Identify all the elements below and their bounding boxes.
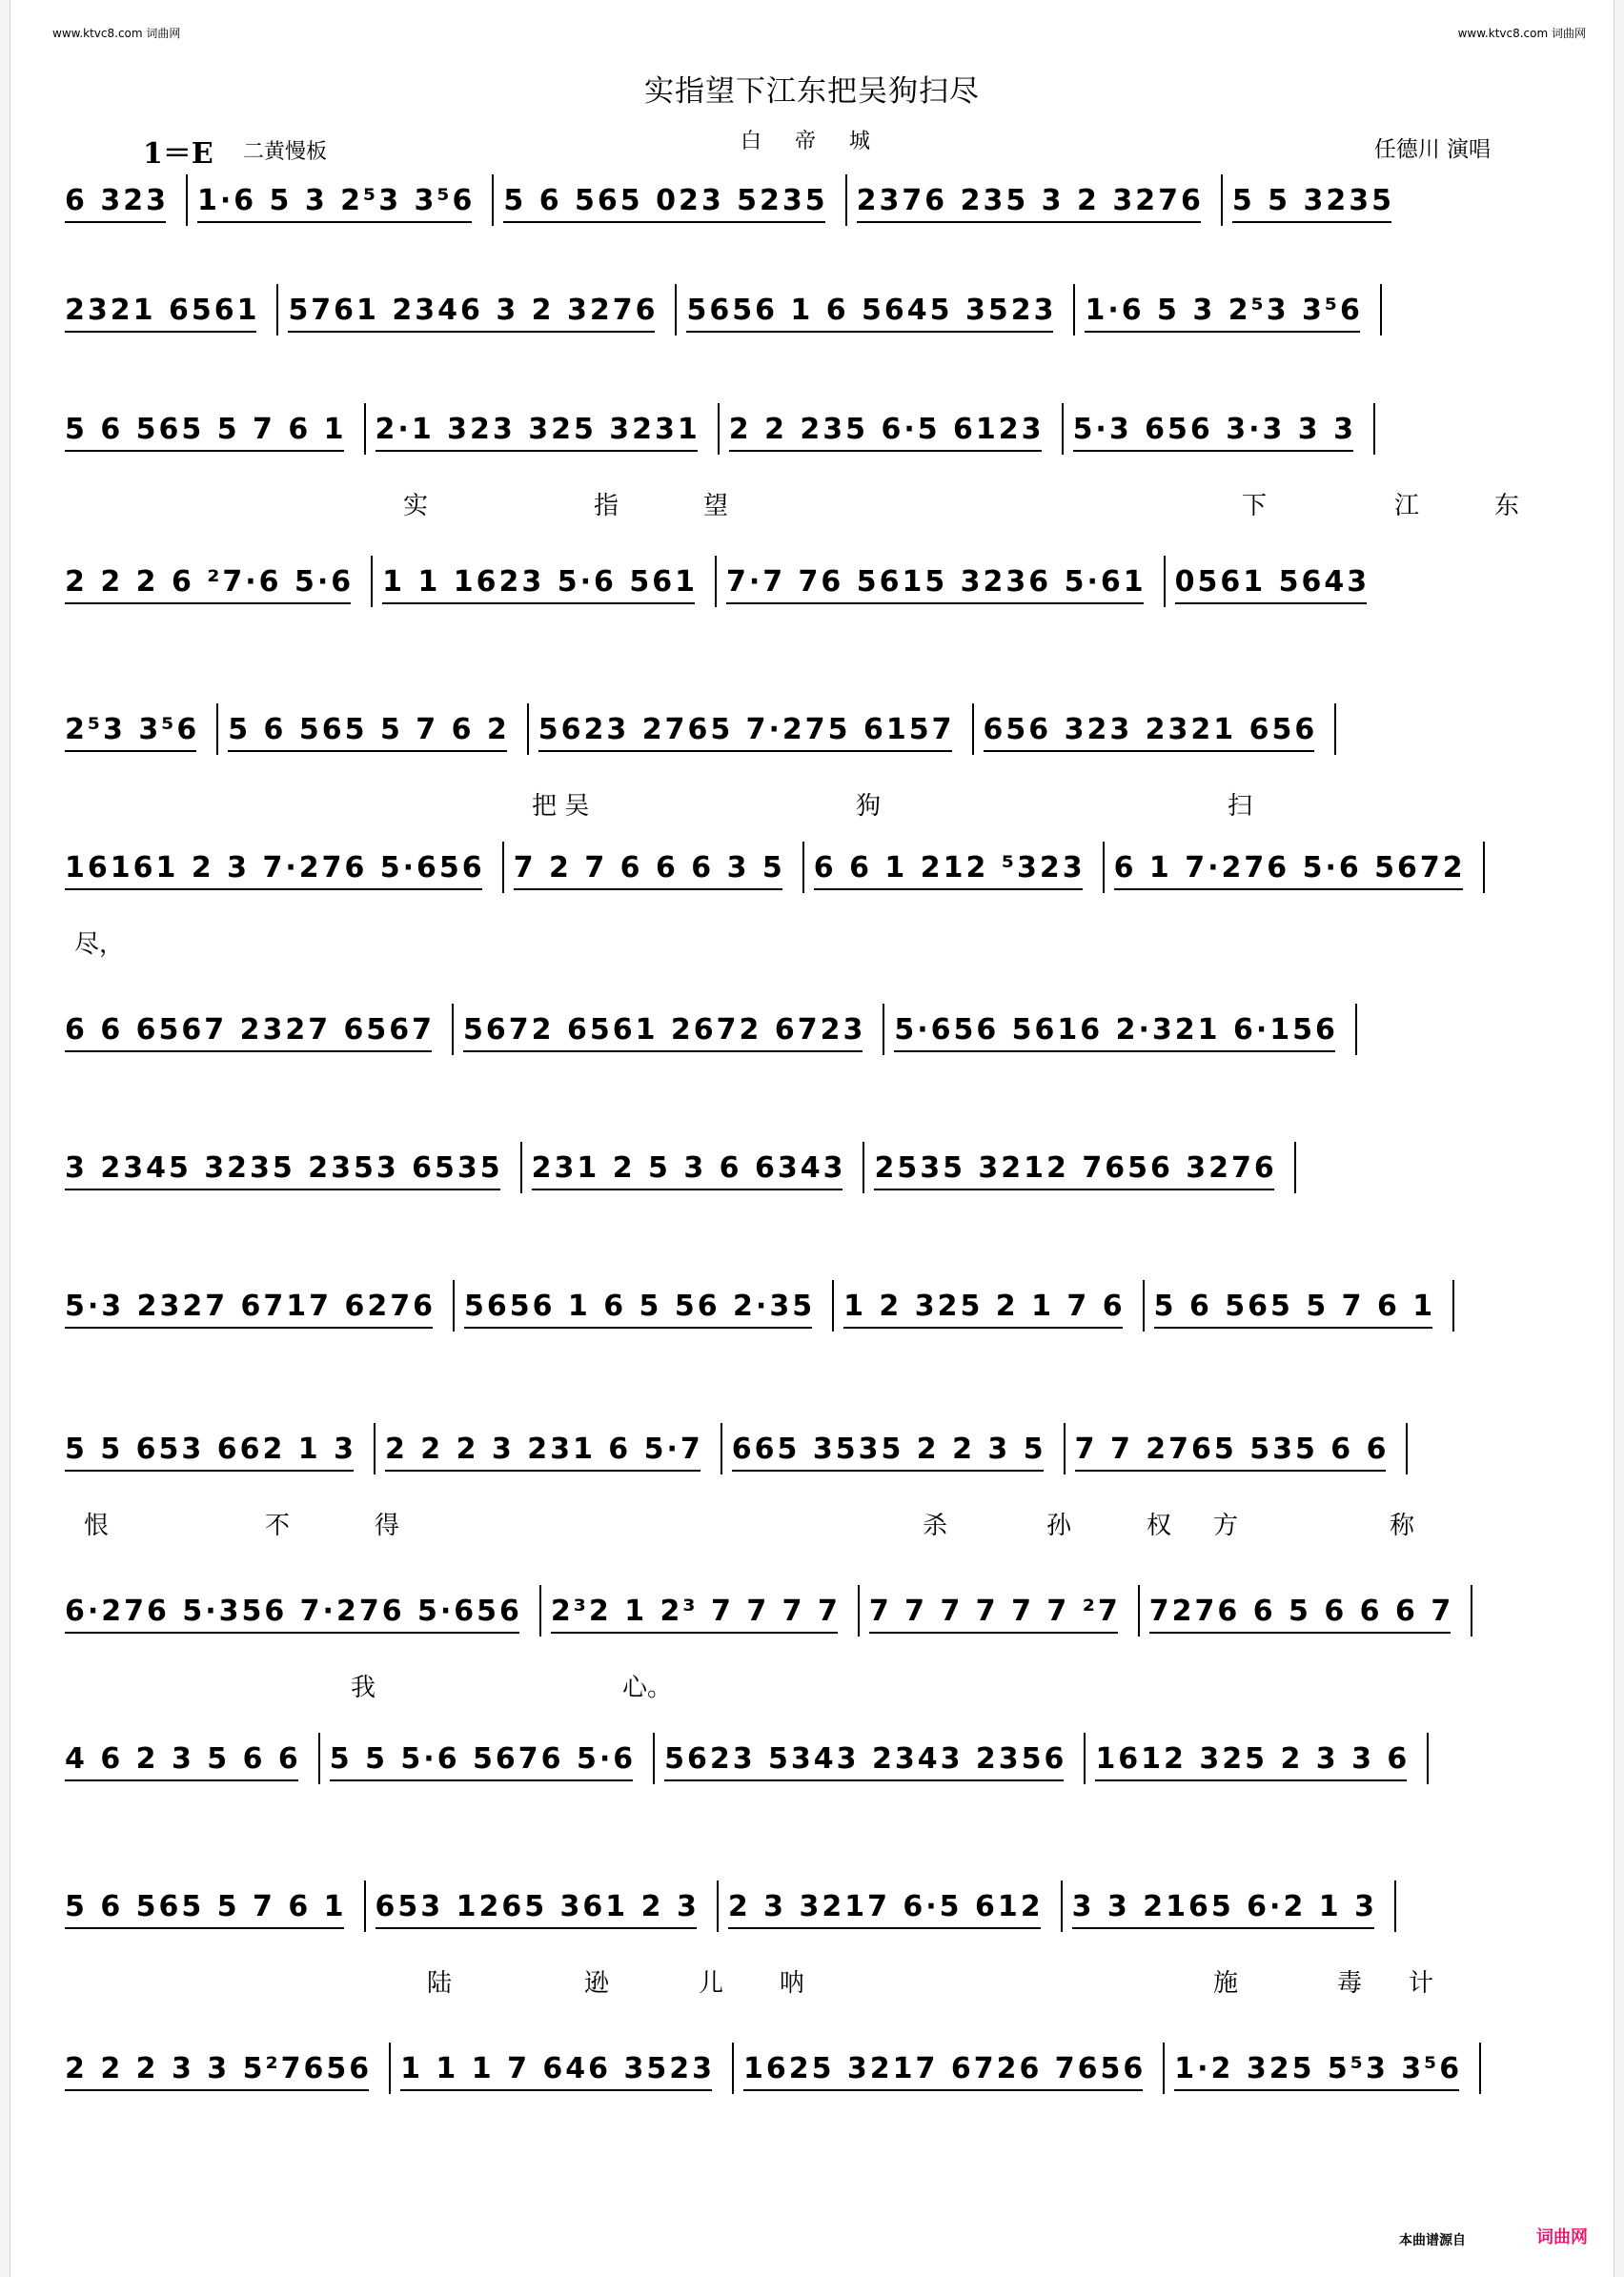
- note-group: 5 6 565 5 7 6 1: [65, 1890, 347, 1923]
- note-group: 6 323: [65, 184, 169, 217]
- lyric-syllable: 扫: [1228, 792, 1253, 821]
- staff-row: [65, 1582, 1561, 1716]
- barline: [1334, 703, 1336, 755]
- staff-row: [65, 2040, 1561, 2173]
- barline: [1406, 1423, 1408, 1474]
- lyric-syllable: 逊: [584, 1969, 610, 1998]
- opera-name: 白 帝 城: [741, 130, 883, 153]
- beam-underline: [228, 750, 507, 752]
- notation-line: [65, 1139, 1561, 1196]
- notation-line: [65, 1001, 1561, 1058]
- beam-underline: [743, 2089, 1143, 2091]
- note-group: 6 6 1 212 ⁵323: [814, 851, 1086, 884]
- barline: [389, 2043, 391, 2094]
- barline: [717, 1881, 719, 1932]
- staff-row: [65, 400, 1561, 534]
- barline: [1294, 1142, 1296, 1193]
- beam-underline: [288, 331, 655, 333]
- note-group: 5623 2765 7·275 6157: [538, 713, 955, 746]
- notation-line: [65, 1277, 1561, 1334]
- beam-underline: [814, 888, 1083, 890]
- beam-underline: [1075, 1470, 1387, 1472]
- beam-underline: [503, 221, 824, 223]
- barline: [527, 703, 529, 755]
- lyric-syllable: 儿: [699, 1969, 724, 1998]
- barline: [715, 556, 717, 607]
- staff-row: [65, 553, 1561, 686]
- lyric-syllable: 称: [1390, 1512, 1415, 1540]
- note-group: 2 2 2 3 3 5²7656: [65, 2052, 372, 2085]
- notation-line: [65, 2040, 1561, 2097]
- beam-underline: [65, 331, 256, 333]
- beam-underline: [728, 1927, 1041, 1929]
- lyric-line: [65, 1668, 1561, 1706]
- barline: [721, 1423, 722, 1474]
- barline: [1103, 842, 1105, 893]
- beam-underline: [869, 1632, 1118, 1634]
- note-group: 3 2345 3235 2353 6535: [65, 1151, 503, 1185]
- note-group: 7 7 7 7 7 7 ²7: [869, 1595, 1121, 1628]
- score-title: 实指望下江东把吴狗扫尽: [644, 74, 980, 109]
- note-group: 2 2 235 6·5 6123: [729, 413, 1045, 446]
- barline: [186, 174, 188, 226]
- staff-row: [65, 1730, 1561, 1863]
- barline: [1073, 284, 1075, 335]
- notation-line: [65, 553, 1561, 610]
- notation-line: [65, 172, 1561, 229]
- right-margin-strip: [1614, 0, 1624, 2277]
- note-group: 1·6 5 3 2⁵3 3⁵6: [1085, 294, 1362, 327]
- beam-underline: [843, 1327, 1123, 1329]
- note-group: 656 323 2321 656: [984, 713, 1318, 746]
- note-group: 16161 2 3 7·276 5·656: [65, 851, 485, 884]
- note-group: 5761 2346 3 2 3276: [288, 294, 658, 327]
- lyric-syllable: 狗: [856, 792, 882, 821]
- note-group: 6 6 6567 2327 6567: [65, 1013, 435, 1047]
- barline: [520, 1142, 522, 1193]
- notation-line: [65, 701, 1561, 758]
- barline: [1084, 1733, 1086, 1784]
- footer-logo: 词曲网: [1536, 2227, 1588, 2247]
- note-group: 2 2 2 3 231 6 5·7: [385, 1433, 703, 1466]
- note-group: 7 2 7 6 6 6 3 5: [514, 851, 785, 884]
- site-url-right: www.ktvc8.com 词曲网: [1457, 27, 1586, 40]
- barline: [858, 1585, 860, 1637]
- staff-row: [65, 701, 1561, 834]
- note-group: 1 1 1623 5·6 561: [382, 565, 698, 599]
- notation-line: [65, 1582, 1561, 1639]
- beam-underline: [514, 888, 782, 890]
- barline: [1163, 2043, 1165, 2094]
- beam-underline: [400, 2089, 712, 2091]
- barline: [1380, 284, 1382, 335]
- note-group: 7·7 76 5615 3236 5·61: [726, 565, 1147, 599]
- beam-underline: [532, 1189, 843, 1190]
- lyric-syllable: 江: [1394, 492, 1420, 520]
- note-group: 4 6 2 3 5 6 6: [65, 1742, 301, 1776]
- barline: [1164, 556, 1166, 607]
- beam-underline: [65, 602, 351, 604]
- beam-underline: [65, 1779, 298, 1781]
- beam-underline: [726, 602, 1144, 604]
- barline: [1373, 403, 1375, 455]
- note-group: 1·2 325 5⁵3 3⁵6: [1174, 2052, 1462, 2085]
- notation-line: [65, 1420, 1561, 1477]
- note-group: 5·656 5616 2·321 6·156: [894, 1013, 1338, 1047]
- beam-underline: [874, 1189, 1273, 1190]
- notation-line: [65, 839, 1561, 896]
- beam-underline: [894, 1050, 1335, 1052]
- barline: [863, 1142, 864, 1193]
- note-group: 2⁵3 3⁵6: [65, 713, 199, 746]
- lyric-syllable: 下: [1242, 492, 1268, 520]
- barline: [972, 703, 974, 755]
- barline: [1138, 1585, 1140, 1637]
- barline: [539, 1585, 541, 1637]
- staff-row: [65, 839, 1561, 972]
- beam-underline: [65, 221, 166, 223]
- lyric-syllable: 呐: [780, 1969, 805, 1998]
- lyric-syllable: 指: [594, 492, 619, 520]
- note-group: 6 1 7·276 5·6 5672: [1114, 851, 1466, 884]
- note-group: 2 3 3217 6·5 612: [728, 1890, 1044, 1923]
- barline: [1064, 1423, 1066, 1474]
- lyric-syllable: 实: [403, 492, 429, 520]
- note-group: 6·276 5·356 7·276 5·656: [65, 1595, 522, 1628]
- staff-row: [65, 1001, 1561, 1134]
- lyric-syllable: 我: [351, 1674, 376, 1702]
- barline: [374, 1423, 376, 1474]
- lyric-line: [65, 786, 1561, 824]
- beam-underline: [65, 2089, 369, 2091]
- note-group: 5 6 565 5 7 6 1: [65, 413, 347, 446]
- barline: [883, 1004, 884, 1055]
- note-group: 1612 325 2 3 3 6: [1095, 1742, 1410, 1776]
- beam-underline: [1154, 1327, 1433, 1329]
- beam-underline: [65, 1927, 344, 1929]
- lyric-syllable: 权: [1147, 1512, 1172, 1540]
- beam-underline: [1149, 1632, 1451, 1634]
- beam-underline: [463, 1050, 863, 1052]
- beam-underline: [376, 1927, 697, 1929]
- barline: [675, 284, 677, 335]
- beam-underline: [65, 1470, 354, 1472]
- barline: [1471, 1585, 1472, 1637]
- left-margin-strip: [0, 0, 10, 2277]
- notation-line: [65, 400, 1561, 457]
- staff-row: [65, 1420, 1561, 1554]
- note-group: 0561 5643: [1175, 565, 1370, 599]
- lyric-syllable: 杀: [923, 1512, 948, 1540]
- lyric-syllable: 计: [1409, 1969, 1434, 1998]
- lyric-syllable: 心。: [622, 1674, 673, 1702]
- barline: [845, 174, 847, 226]
- lyric-syllable: 尽，: [74, 930, 125, 959]
- beam-underline: [65, 1050, 432, 1052]
- key-signature: 1＝E: [143, 137, 213, 171]
- note-group: 5 6 565 5 7 6 1: [1154, 1290, 1436, 1323]
- note-group: 5656 1 6 5645 3523: [686, 294, 1056, 327]
- note-group: 5623 5343 2343 2356: [664, 1742, 1066, 1776]
- site-url-left: www.ktvc8.com 词曲网: [52, 27, 181, 40]
- note-group: 5 5 653 662 1 3: [65, 1433, 356, 1466]
- note-group: 2·1 323 325 3231: [376, 413, 700, 446]
- beam-underline: [686, 331, 1053, 333]
- note-group: 5672 6561 2672 6723: [463, 1013, 865, 1047]
- note-group: 7 7 2765 535 6 6: [1075, 1433, 1390, 1466]
- barline: [732, 2043, 734, 2094]
- note-group: 2376 235 3 2 3276: [857, 184, 1204, 217]
- barline: [502, 842, 504, 893]
- staff-row: [65, 281, 1561, 415]
- note-group: 2535 3212 7656 3276: [874, 1151, 1276, 1185]
- lyric-line: [65, 1963, 1561, 2002]
- note-group: 1·6 5 3 2⁵3 3⁵6: [197, 184, 475, 217]
- beam-underline: [65, 1632, 519, 1634]
- beam-underline: [1095, 1779, 1407, 1781]
- barline: [364, 403, 366, 455]
- beam-underline: [664, 1779, 1064, 1781]
- lyric-syllable: 方: [1213, 1512, 1239, 1540]
- barline: [1143, 1280, 1145, 1332]
- note-group: 653 1265 361 2 3: [376, 1890, 700, 1923]
- barline: [364, 1881, 366, 1932]
- beam-underline: [732, 1470, 1044, 1472]
- staff-row: [65, 1277, 1561, 1411]
- beam-underline: [464, 1327, 812, 1329]
- note-group: 2 2 2 6 ²7·6 5·6: [65, 565, 354, 599]
- barline: [453, 1280, 455, 1332]
- barline: [1355, 1004, 1357, 1055]
- barline: [1452, 1280, 1454, 1332]
- lyric-syllable: 望: [703, 492, 729, 520]
- barline: [832, 1280, 834, 1332]
- note-group: 1 1 1 7 646 3523: [400, 2052, 715, 2085]
- beam-underline: [1072, 1927, 1374, 1929]
- barline: [1221, 174, 1223, 226]
- barline: [371, 556, 373, 607]
- staff-row: [65, 1878, 1561, 2011]
- beam-underline: [1085, 331, 1359, 333]
- note-group: 231 2 5 3 6 6343: [532, 1151, 846, 1185]
- lyric-syllable: 毒: [1337, 1969, 1363, 1998]
- beam-underline: [376, 450, 698, 452]
- barline: [492, 174, 494, 226]
- lyric-line: [65, 1506, 1561, 1544]
- note-group: 2321 6561: [65, 294, 259, 327]
- beam-underline: [65, 888, 482, 890]
- barline: [718, 403, 720, 455]
- note-group: 5 6 565 023 5235: [503, 184, 827, 217]
- note-group: 5·3 2327 6717 6276: [65, 1290, 436, 1323]
- lyric-syllable: 东: [1494, 492, 1520, 520]
- barline: [1483, 842, 1485, 893]
- beam-underline: [197, 221, 472, 223]
- beam-underline: [1175, 602, 1367, 604]
- lyric-syllable: 孙: [1046, 1512, 1072, 1540]
- barline: [802, 842, 804, 893]
- lyric-syllable: 把 吴: [532, 792, 590, 821]
- beam-underline: [382, 602, 695, 604]
- beam-underline: [538, 750, 952, 752]
- lyric-line: [65, 486, 1561, 524]
- note-group: 5 5 3235: [1232, 184, 1394, 217]
- barline: [276, 284, 278, 335]
- beam-underline: [1073, 450, 1353, 452]
- barline: [1427, 1733, 1429, 1784]
- beam-underline: [1174, 2089, 1459, 2091]
- barline: [318, 1733, 320, 1784]
- beam-underline: [65, 750, 196, 752]
- barline: [1062, 403, 1064, 455]
- barline: [1479, 2043, 1481, 2094]
- notation-line: [65, 1878, 1561, 1935]
- staff-row: [65, 1139, 1561, 1272]
- note-group: 665 3535 2 2 3 5: [732, 1433, 1046, 1466]
- beam-underline: [857, 221, 1201, 223]
- beam-underline: [65, 1327, 433, 1329]
- note-group: 5·3 656 3·3 3 3: [1073, 413, 1356, 446]
- barline: [452, 1004, 454, 1055]
- note-group: 3 3 2165 6·2 1 3: [1072, 1890, 1377, 1923]
- tempo-marking: 二黄慢板: [243, 140, 328, 164]
- barline: [1394, 1881, 1396, 1932]
- notation-line: [65, 1730, 1561, 1787]
- barline: [653, 1733, 655, 1784]
- note-group: 5 5 5·6 5676 5·6: [330, 1742, 636, 1776]
- beam-underline: [551, 1632, 838, 1634]
- beam-underline: [330, 1779, 633, 1781]
- lyric-syllable: 施: [1213, 1969, 1239, 1998]
- note-group: 2³2 1 2³ 7 7 7 7: [551, 1595, 841, 1628]
- note-group: 5 6 565 5 7 6 2: [228, 713, 510, 746]
- notation-line: [65, 281, 1561, 338]
- singer-credit: 任德川 演唱: [1373, 137, 1491, 162]
- lyric-syllable: 不: [265, 1512, 291, 1540]
- beam-underline: [65, 450, 344, 452]
- note-group: 1 2 325 2 1 7 6: [843, 1290, 1126, 1323]
- lyric-line: [65, 925, 1561, 963]
- note-group: 5656 1 6 5 56 2·35: [464, 1290, 815, 1323]
- lyric-syllable: 得: [375, 1512, 400, 1540]
- note-group: 1625 3217 6726 7656: [743, 2052, 1146, 2085]
- barline: [1061, 1881, 1063, 1932]
- beam-underline: [984, 750, 1315, 752]
- beam-underline: [385, 1470, 700, 1472]
- beam-underline: [1232, 221, 1391, 223]
- beam-underline: [65, 1189, 500, 1190]
- beam-underline: [1114, 888, 1463, 890]
- lyric-syllable: 恨: [84, 1512, 110, 1540]
- note-group: 7276 6 5 6 6 6 7: [1149, 1595, 1453, 1628]
- footer-source-label: 本曲谱源自: [1399, 2233, 1466, 2248]
- beam-underline: [729, 450, 1042, 452]
- barline: [216, 703, 218, 755]
- lyric-syllable: 陆: [427, 1969, 453, 1998]
